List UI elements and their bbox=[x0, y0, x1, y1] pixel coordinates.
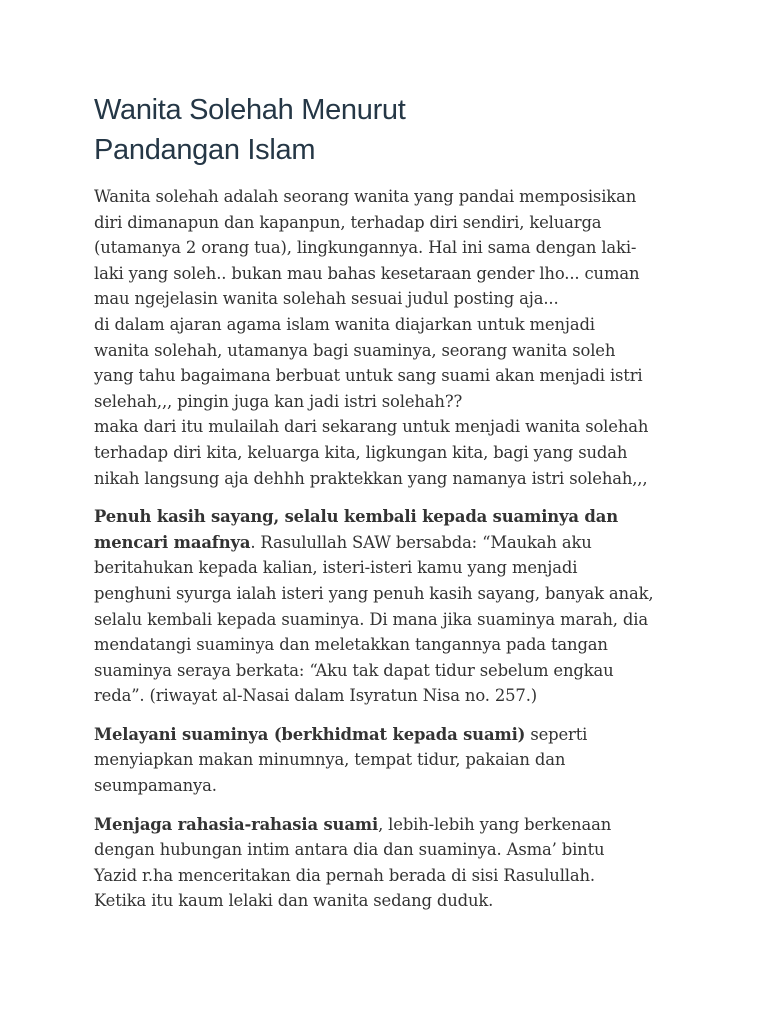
text-line: diri dimanapun dan kapanpun, terhadap diri sendiri, keluarga bbox=[94, 212, 602, 232]
text-line: di dalam ajaran agama islam wanita diajarkan untuk menjadi bbox=[94, 314, 595, 334]
text-line: Wanita solehah adalah seorang wanita yang pandai memposisikan bbox=[94, 187, 637, 206]
title-line: Wanita Solehah Menurut bbox=[94, 94, 406, 126]
text-line: suaminya seraya berkata: “Aku tak dapat tidur sebelum engkau bbox=[94, 660, 614, 680]
section-menjaga-rahasia bbox=[94, 812, 684, 914]
section-heading: mencari maafnya bbox=[94, 532, 251, 552]
section-heading: Menjaga rahasia-rahasia suami bbox=[94, 814, 379, 834]
text-line: Yazid r.ha menceritakan dia pernah berada di sisi Rasulullah. bbox=[94, 865, 595, 885]
text-line: yang tahu bagaimana berbuat untuk sang suami akan menjadi istri bbox=[94, 366, 643, 386]
page-title bbox=[94, 90, 684, 170]
document-page bbox=[94, 90, 684, 927]
text-line: reda”. (riwayat al-Nasai dalam Isyratun Nisa no. 257.) bbox=[94, 686, 538, 706]
text-line: dengan hubungan intim antara dia dan suaminya. Asma’ bintu bbox=[94, 840, 605, 860]
section-melayani-suami bbox=[94, 722, 684, 799]
text-line: wanita solehah, utamanya bagi suaminya, seorang wanita soleh bbox=[94, 340, 616, 360]
text-line: selehah,,, pingin juga kan jadi istri solehah?? bbox=[94, 391, 463, 411]
text-line: Ketika itu kaum lelaki dan wanita sedang duduk. bbox=[94, 891, 494, 911]
text-line: laki yang soleh.. bukan mau bahas kesetaraan gender lho... cuman bbox=[94, 263, 640, 283]
text-line bbox=[94, 722, 684, 748]
intro-paragraph bbox=[94, 184, 684, 491]
text-line: terhadap diri kita, keluarga kita, ligkungan kita, bagi yang sudah bbox=[94, 442, 628, 462]
section-kasih-sayang bbox=[94, 504, 684, 709]
text-line: beritahukan kepada kalian, isteri-isteri kamu yang menjadi bbox=[94, 558, 578, 578]
text-line: penghuni syurga ialah isteri yang penuh kasih sayang, banyak anak, bbox=[94, 583, 654, 603]
text-fragment: seperti bbox=[525, 724, 588, 744]
text-line: maka dari itu mulailah dari sekarang untuk menjadi wanita solehah bbox=[94, 417, 649, 437]
text-line: seumpamanya. bbox=[94, 776, 217, 796]
title-line: Pandangan Islam bbox=[94, 134, 316, 166]
text-line: nikah langsung aja dehhh praktekkan yang namanya istri solehah,,, bbox=[94, 468, 648, 488]
text-line: selalu kembali kepada suaminya. Di mana jika suaminya marah, dia bbox=[94, 609, 648, 629]
text-line: mendatangi suaminya dan meletakkan tangannya pada tangan bbox=[94, 635, 608, 655]
text-line bbox=[94, 812, 684, 838]
text-fragment: , lebih-lebih yang berkenaan bbox=[378, 814, 612, 834]
section-heading: Melayani suaminya (berkhidmat kepada suami) bbox=[94, 724, 526, 744]
text-line: mau ngejelasin wanita solehah sesuai judul posting aja... bbox=[94, 289, 559, 309]
text-line bbox=[94, 530, 684, 556]
text-line bbox=[94, 504, 684, 530]
text-line: menyiapkan makan minumnya, tempat tidur, pakaian dan bbox=[94, 750, 566, 770]
text-line: (utamanya 2 orang tua), lingkungannya. Hal ini sama dengan laki- bbox=[94, 238, 637, 258]
section-heading: Penuh kasih sayang, selalu kembali kepada suaminya dan bbox=[94, 507, 618, 527]
text-fragment: . Rasulullah SAW bersabda: “Maukah aku bbox=[250, 532, 592, 552]
